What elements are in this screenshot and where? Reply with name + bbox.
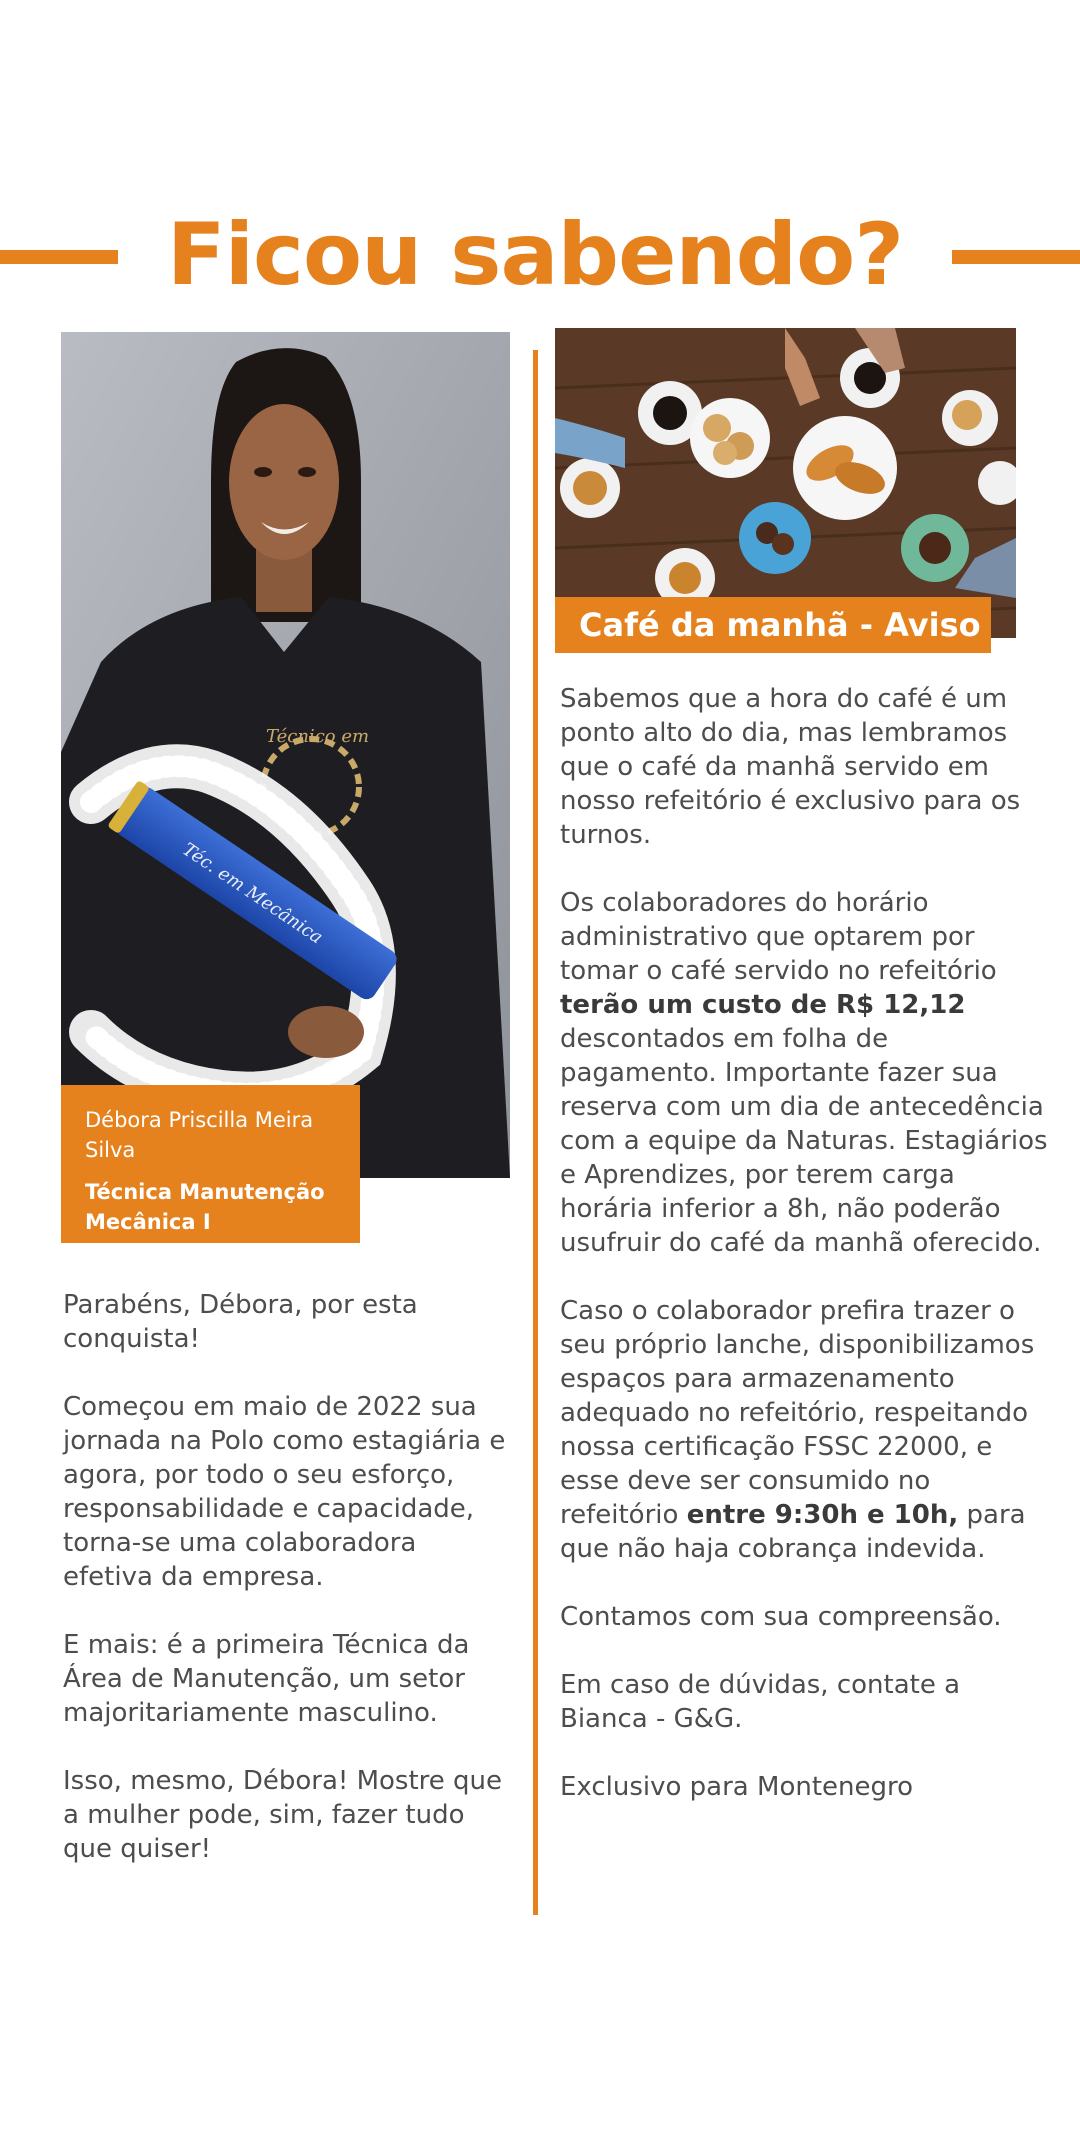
notice-paragraph: Sabemos que a hora do café é um ponto alto do dia, mas lembramos que o café da manhã servido em nosso refeitório é exclusivo para os turnos. <box>560 684 1021 850</box>
employee-name: Débora Priscilla Meira Silva <box>85 1108 314 1162</box>
breakfast-notice-article <box>560 682 1050 1838</box>
notice-text: para que não haja cobrança indevida. <box>560 1500 1026 1564</box>
diploma-text: Téc. em Mecânica <box>178 838 327 949</box>
article-paragraph: Parabéns, Débora, por esta conquista! <box>63 1290 418 1354</box>
page-title: Ficou sabendo? <box>166 205 904 305</box>
congratulations-article <box>63 1288 513 1900</box>
notice-text: descontados em folha de pagamento. Importante fazer sua reserva com um dia de antecedência com a equipe da Naturas. Estagiários e Aprendizes, por terem carga horária inferior a 8h, não poderão usufruir do café da manhã oferecido. <box>560 1024 1048 1258</box>
header-line-right <box>952 250 1080 264</box>
shirt-logo-text: Técnico em <box>266 726 370 747</box>
header-line-left <box>0 250 118 264</box>
notice-text: Caso o colaborador prefira trazer o seu próprio lanche, disponibilizamos espaços para armazenamento adequado no refeitório, respeitando nossa certificação FSSC 22000, e esse deve ser consumido no refeitório <box>560 1296 1035 1530</box>
breakfast-photo <box>555 328 1016 638</box>
column-divider <box>533 350 538 1915</box>
notice-paragraph-scope: Exclusivo para Montenegro <box>560 1772 914 1802</box>
article-paragraph: E mais: é a primeira Técnica da Área de Manutenção, um setor majoritariamente masculino. <box>63 1630 470 1728</box>
notice-paragraph-lunch <box>560 1294 1050 1566</box>
article-paragraph: Começou em maio de 2022 sua jornada na Polo como estagiária e agora, por todo o seu esforço, responsabilidade e capacidade, torna-se uma colaboradora efetiva da empresa. <box>63 1392 506 1592</box>
section-banner: Café da manhã - Aviso <box>555 597 991 653</box>
notice-paragraph: Contamos com sua compreensão. <box>560 1602 1002 1632</box>
notice-cost-highlight: terão um custo de R$ 12,12 <box>560 990 966 1020</box>
notice-paragraph-cost <box>560 886 1050 1260</box>
article-paragraph: Isso, mesmo, Débora! Mostre que a mulher pode, sim, fazer tudo que quiser! <box>63 1766 503 1864</box>
employee-photo <box>61 332 510 1178</box>
notice-text: Os colaboradores do horário administrativo que optarem por tomar o café servido no refeitório <box>560 888 997 986</box>
notice-paragraph-contact: Em caso de dúvidas, contate a Bianca - G&G. <box>560 1670 961 1734</box>
employee-caption <box>61 1085 360 1243</box>
employee-role: Técnica Manutenção Mecânica I <box>85 1180 325 1234</box>
notice-time-highlight: entre 9:30h e 10h, <box>686 1500 959 1530</box>
